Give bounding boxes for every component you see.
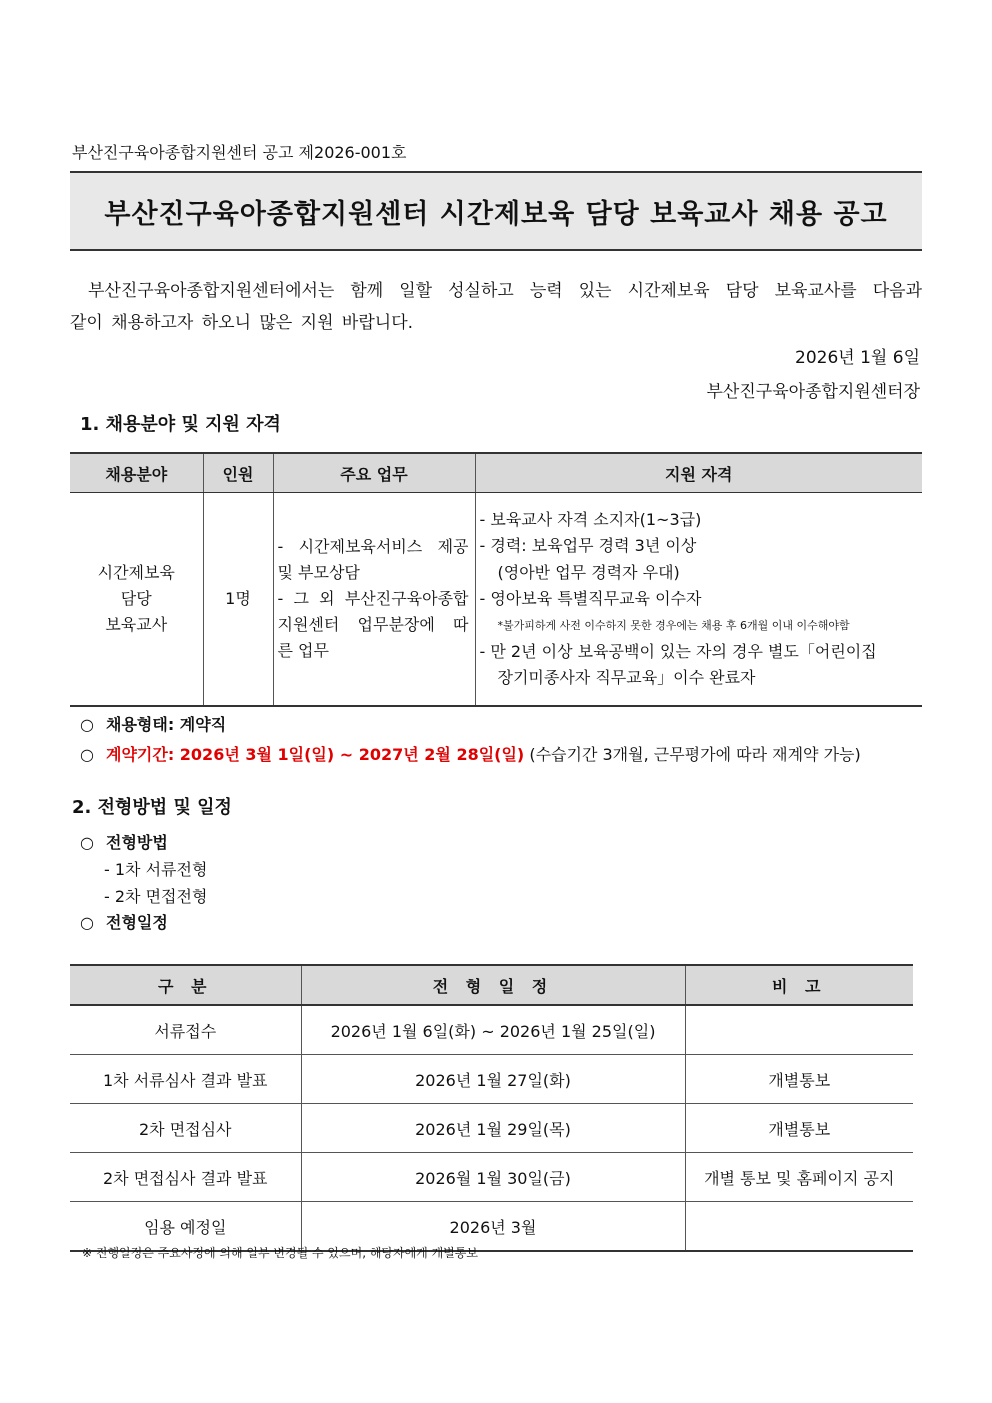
row-note: 개별통보 (685, 1104, 913, 1153)
schedule-footnote: ※ 진행일정은 주요사정에 의해 일부 변경될 수 있으며, 해당자에게 개별통보 (82, 1246, 478, 1260)
qual-line: - 영아보육 특별직무교육 이수자 (479, 589, 702, 608)
recruitment-table (70, 452, 922, 707)
qual-line: - 만 2년 이상 보육공백이 있는 자의 경우 별도「어린이집 (479, 641, 877, 661)
duty-line: 및 부모상담 (277, 563, 360, 582)
cell-field (70, 493, 203, 707)
qual-line: (영아반 업무 경력자 우대) (497, 562, 680, 582)
section-2-heading: 2. 전형방법 및 일정 (72, 797, 232, 818)
cell-qualifications (475, 493, 922, 707)
method-label (80, 830, 168, 853)
row-note: 개별 통보 및 홈페이지 공지 (685, 1153, 913, 1202)
issuer-name: 부산진구육아종합지원센터장 (706, 382, 920, 402)
duty-line: - 그 외 부산진구육아종합 (277, 589, 469, 608)
method-item: - 2차 면접전형 (104, 887, 208, 906)
schedule-table (70, 964, 913, 1252)
circle-bullet: ○ (80, 715, 94, 734)
row-date: 2026년 3월 (301, 1202, 685, 1252)
table-row (70, 1055, 913, 1104)
row-date: 2026년 1월 27일(화) (301, 1055, 685, 1104)
section-1-heading: 1. 채용분야 및 지원 자격 (80, 414, 281, 435)
page-title: 부산진구육아종합지원센터 시간제보육 담당 보육교사 채용 공고 (104, 198, 888, 230)
row-date: 2026년 1월 29일(목) (301, 1104, 685, 1153)
circle-bullet: ○ (80, 833, 94, 852)
intro-paragraph (70, 275, 922, 339)
header-qualifications: 지원 자격 (475, 453, 922, 493)
row-category: 1차 서류심사 결과 발표 (70, 1055, 301, 1104)
duty-line: 지원센터 업무분장에 따 (277, 615, 469, 634)
header-category: 구 분 (70, 965, 301, 1005)
duty-line: 른 업무 (277, 641, 329, 660)
row-note (685, 1005, 913, 1055)
qual-line: 장기미종사자 직무교육」이수 완료자 (497, 668, 756, 687)
header-field: 채용분야 (70, 453, 203, 493)
row-category: 서류접수 (70, 1005, 301, 1055)
qual-line: - 보육교사 자격 소지자(1~3급) (479, 509, 702, 529)
cell-count: 1명 (203, 493, 273, 707)
cell-duties (273, 493, 475, 707)
field-line: 시간제보육 (97, 563, 175, 582)
qual-line: - 경력: 보육업무 경력 3년 이상 (479, 536, 697, 555)
row-category: 2차 면접심사 결과 발표 (70, 1153, 301, 1202)
schedule-label-text: 전형일정 (106, 913, 168, 932)
row-category: 임용 예정일 (70, 1202, 301, 1252)
title-banner (70, 171, 922, 251)
header-schedule: 전 형 일 정 (301, 965, 685, 1005)
table-row (70, 1104, 913, 1153)
header-remarks: 비 고 (685, 965, 913, 1005)
method-item: - 1차 서류전형 (104, 860, 208, 879)
notice-number: 부산진구육아종합지원센터 공고 제2026-001호 (72, 143, 407, 162)
row-category: 2차 면접심사 (70, 1104, 301, 1153)
header-count: 인원 (203, 453, 273, 493)
schedule-label (80, 910, 168, 933)
intro-line-2: 같이 채용하고자 하오니 많은 지원 바랍니다. (70, 313, 414, 333)
circle-bullet: ○ (80, 745, 94, 764)
header-duties: 주요 업무 (273, 453, 475, 493)
row-note (685, 1202, 913, 1252)
announcement-date: 2026년 1월 6일 (795, 348, 920, 368)
contract-period (80, 742, 861, 765)
table-row (70, 1005, 913, 1055)
contract-period-label: 계약기간: 2026년 3월 1일(일) ~ 2027년 2월 28일(일) (106, 745, 525, 764)
row-date: 2026월 1월 30일(금) (301, 1153, 685, 1202)
contract-period-note: (수습기간 3개월, 근무평가에 따라 재계약 가능) (529, 745, 861, 764)
duty-line: - 시간제보육서비스 제공 (277, 537, 469, 556)
field-line: 담당 (120, 589, 152, 608)
table-row (70, 1153, 913, 1202)
qual-note: *불가피하게 사전 이수하지 못한 경우에는 채용 후 6개월 이내 이수해야함 (497, 618, 850, 632)
intro-line-1: 부산진구육아종합지원센터에서는 함께 일할 성실하고 능력 있는 시간제보육 담당 보육교사를 다음과 (88, 281, 922, 301)
employment-type-label: 채용형태: 계약직 (106, 715, 227, 734)
employment-type (80, 712, 226, 735)
method-label-text: 전형방법 (106, 833, 168, 852)
row-date: 2026년 1월 6일(화) ~ 2026년 1월 25일(일) (301, 1005, 685, 1055)
row-note: 개별통보 (685, 1055, 913, 1104)
field-line: 보육교사 (105, 615, 168, 634)
circle-bullet: ○ (80, 913, 94, 932)
